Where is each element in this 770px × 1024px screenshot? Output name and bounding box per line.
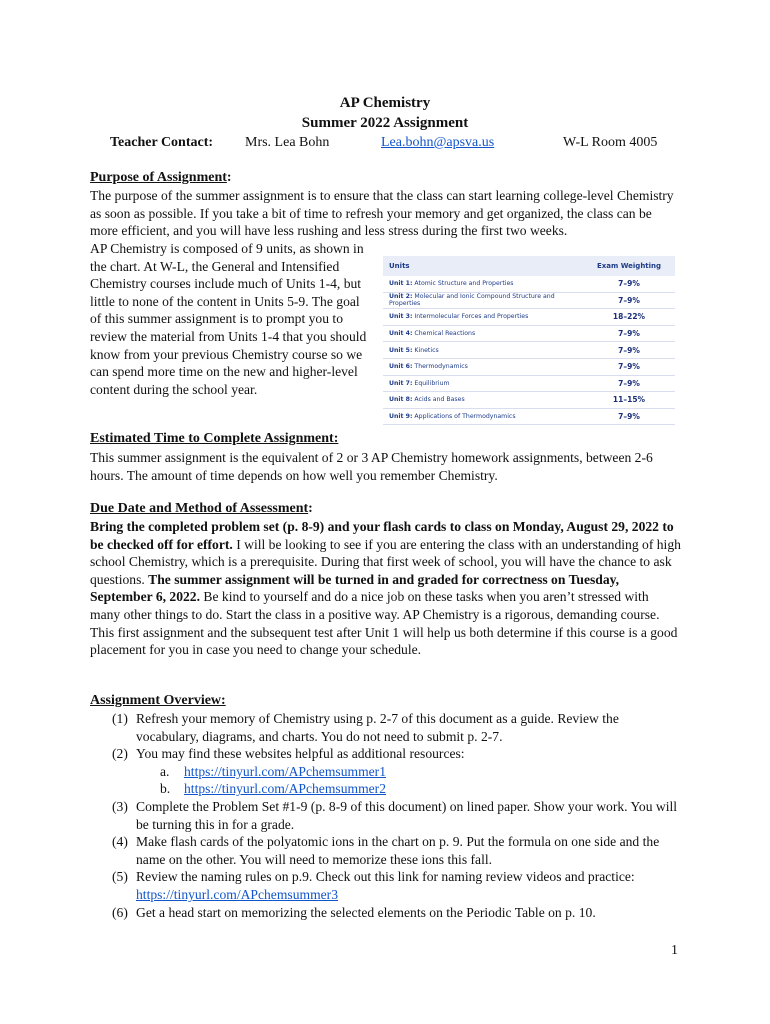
units-table-header bbox=[383, 256, 675, 276]
purpose-text-wrap: AP Chemistry is composed of 9 units, as shown in the chart. At W-L, the General and Intensified Chemistry courses include much of Units 1-4, but little to none of the content in Units 5-9. The goal of this summer assignment is to prompt you to review the material from Units 1-4 that you should know from your previous Chemistry course so we can spend more time on the new and higher-level content during the school year. bbox=[90, 241, 367, 397]
unit-weight-cell: 7–9% bbox=[583, 325, 675, 342]
unit-name-cell bbox=[383, 358, 583, 375]
unit-weight-cell: 7–9% bbox=[583, 375, 675, 392]
list-item: (3) Complete the Problem Set #1-9 (p. 8-9 of this document) on lined paper. Show your work. You will be turning this in for a grade. bbox=[112, 798, 678, 832]
table-row bbox=[383, 309, 675, 326]
unit-weight-cell: 7–9% bbox=[583, 292, 675, 309]
unit-title: Applications of Thermodynamics bbox=[414, 413, 516, 421]
unit-title: Chemical Reactions bbox=[414, 330, 476, 338]
unit-name-cell bbox=[383, 292, 583, 309]
unit-weight-cell: 7–9% bbox=[583, 276, 675, 292]
overview-list bbox=[112, 710, 682, 921]
purpose-heading: Purpose of Assignment: bbox=[90, 170, 232, 185]
resource-links bbox=[136, 763, 682, 798]
unit-title: Kinetics bbox=[414, 346, 439, 354]
teacher-name: Mrs. Lea Bohn bbox=[245, 135, 330, 150]
table-row bbox=[383, 342, 675, 359]
list-item: (2) You may find these websites helpful as additional resources: a. https://tinyurl.com/APchemsummer1 b. https://tinyurl.com/APchemsummer2 bbox=[112, 745, 682, 798]
resource-link-1[interactable]: https://tinyurl.com/APchemsummer1 bbox=[184, 763, 387, 779]
list-item: (1) Refresh your memory of Chemistry using p. 2-7 of this document as a guide. Review the vocabulary, diagrams, and charts. You do not need to submit p. 2-7. bbox=[112, 711, 619, 744]
table-row bbox=[383, 276, 675, 292]
table-row bbox=[383, 375, 675, 392]
unit-title: Atomic Structure and Properties bbox=[414, 280, 514, 288]
unit-name-cell bbox=[383, 325, 583, 342]
unit-weight-cell: 7–9% bbox=[583, 408, 675, 425]
unit-weight-cell: 18–22% bbox=[583, 309, 675, 326]
list-item: a. https://tinyurl.com/APchemsummer1 bbox=[160, 763, 387, 779]
list-item: b. https://tinyurl.com/APchemsummer2 bbox=[160, 781, 387, 797]
unit-name-cell bbox=[383, 342, 583, 359]
list-item: (6) Get a head start on memorizing the selected elements on the Periodic Table on p. 10. bbox=[112, 904, 596, 920]
unit-title: Thermodynamics bbox=[414, 363, 468, 371]
table-row bbox=[383, 325, 675, 342]
contact-label: Teacher Contact: bbox=[110, 135, 214, 150]
unit-weight-cell: 11–15% bbox=[583, 392, 675, 409]
unit-number: Unit 1: bbox=[389, 280, 413, 288]
unit-number: Unit 4: bbox=[389, 330, 413, 338]
unit-weight-cell: 7–9% bbox=[583, 342, 675, 359]
unit-name-cell bbox=[383, 408, 583, 425]
teacher-email-link[interactable]: Lea.bohn@apsva.us bbox=[381, 135, 495, 150]
unit-number: Unit 9: bbox=[389, 413, 413, 421]
table-row bbox=[383, 358, 675, 375]
list-item: (4) Make flash cards of the polyatomic ions in the chart on p. 9. Put the formula on one side and the name on the other. You will need to memorize these ions this fall. bbox=[112, 834, 660, 867]
unit-number: Unit 7: bbox=[389, 379, 413, 387]
estimated-time-heading: Estimated Time to Complete Assignment: bbox=[90, 431, 339, 446]
due-date-bold-1: Bring the completed problem set (p. 8-9) and your flash cards to class on Monday, August 29, 2022 to be checked off for effort. bbox=[90, 519, 674, 552]
naming-review-link[interactable]: https://tinyurl.com/APchemsummer3 bbox=[136, 886, 339, 902]
document-title: AP Chemistry bbox=[339, 95, 431, 111]
units-column-header: Units bbox=[383, 256, 583, 276]
due-date-text bbox=[90, 518, 682, 659]
unit-number: Unit 3: bbox=[389, 313, 413, 321]
unit-title: Intermolecular Forces and Properties bbox=[414, 313, 529, 321]
overview-heading: Assignment Overview: bbox=[90, 693, 226, 708]
due-date-text-1: I will be looking to see if you are entering the class with an understanding of high school Chemistry, which is a prerequisite. During that first week of school, you will have the chance to ask questions. bbox=[90, 536, 681, 587]
room-number: W-L Room 4005 bbox=[563, 135, 658, 150]
unit-number: Unit 5: bbox=[389, 346, 413, 354]
unit-name-cell bbox=[383, 375, 583, 392]
estimated-time-text: This summer assignment is the equivalent of 2 or 3 AP Chemistry homework assignments, between 2-6 hours. The amount of time depends on how well you remember Chemistry. bbox=[90, 450, 653, 483]
unit-name-cell bbox=[383, 392, 583, 409]
unit-number: Unit 2: bbox=[389, 293, 413, 301]
page-number: 1 bbox=[671, 943, 678, 958]
unit-title: Acids and Bases bbox=[414, 396, 465, 404]
units-table bbox=[383, 256, 675, 425]
unit-number: Unit 8: bbox=[389, 396, 413, 404]
unit-number: Unit 6: bbox=[389, 363, 413, 371]
resource-link-2[interactable]: https://tinyurl.com/APchemsummer2 bbox=[184, 781, 387, 797]
unit-weight-cell: 7–9% bbox=[583, 358, 675, 375]
document-subtitle: Summer 2022 Assignment bbox=[301, 115, 469, 131]
due-date-bold-2: The summer assignment will be turned in and graded for correctness on Tuesday, September 6, 2022. bbox=[90, 571, 620, 605]
weight-column-header: Exam Weighting bbox=[583, 256, 675, 276]
table-row bbox=[383, 408, 675, 425]
table-row bbox=[383, 292, 675, 309]
unit-title: Molecular and Ionic Compound Structure and Properties bbox=[389, 293, 555, 308]
due-date-heading: Due Date and Method of Assessment: bbox=[90, 501, 313, 516]
table-row bbox=[383, 392, 675, 409]
unit-name-cell bbox=[383, 276, 583, 292]
due-date-text-2: Be kind to yourself and do a nice job on these tasks when you aren’t stressed with many other things to do. Start the class in a positive way. AP Chemistry is a rigorous, demanding course. This first assignment and the subsequent test after Unit 1 will help us both determine if this course is a good placement for you in case you need to change your schedule. bbox=[90, 589, 678, 658]
unit-title: Equilibrium bbox=[414, 379, 450, 387]
purpose-text: The purpose of the summer assignment is to ensure that the class can start learning college-level Chemistry as soon as possible. If you take a bit of time to refresh your memory and get organized, the class can be more efficient, and you will have less rushing and less stress during the first two weeks. bbox=[90, 188, 674, 239]
unit-name-cell bbox=[383, 309, 583, 326]
list-item: (5) Review the naming rules on p.9. Check out this link for naming review videos and practice: https://tinyurl.com/APchemsummer3 bbox=[112, 869, 635, 902]
